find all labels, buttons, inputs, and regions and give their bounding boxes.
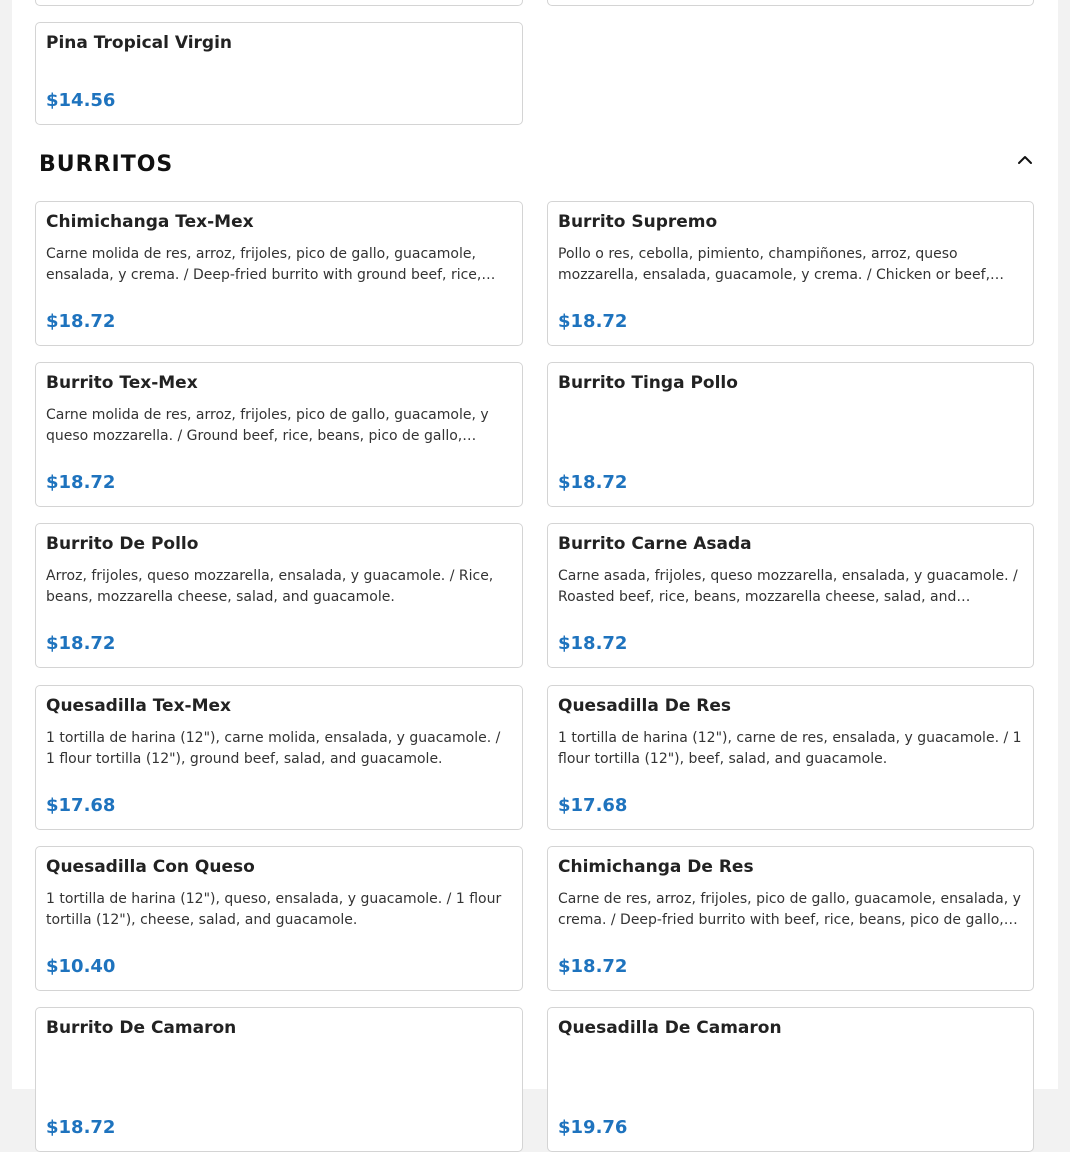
menu-item-card[interactable]: [35, 362, 523, 507]
item-name: Quesadilla De Camaron: [558, 1018, 782, 1038]
item-name: Burrito De Pollo: [46, 534, 199, 554]
item-name: Burrito Tex-Mex: [46, 373, 198, 393]
item-price: $18.72: [558, 472, 628, 493]
chevron-up-icon: [1013, 148, 1037, 170]
item-name: Quesadilla De Res: [558, 696, 732, 716]
menu-item-card[interactable]: [35, 846, 523, 991]
item-price: $14.56: [46, 90, 116, 111]
collapse-section-button[interactable]: [1013, 148, 1037, 170]
item-price: $18.72: [46, 311, 116, 332]
item-price: $10.40: [46, 956, 116, 977]
item-description: Carne molida de res, arroz, frijoles, pico de gallo, guacamole, y queso mozzarella. / Ground beef, rice, beans, pico de gallo,…: [46, 407, 489, 444]
item-price: $17.68: [46, 795, 116, 816]
section-title: BURRITOS: [39, 152, 174, 177]
item-description: 1 tortilla de harina (12"), queso, ensalada, y guacamole. / 1 flour tortilla (12"), cheese, salad, and guacamole.: [46, 891, 502, 928]
item-name: Burrito Carne Asada: [558, 534, 752, 554]
item-description: Arroz, frijoles, queso mozzarella, ensalada, y guacamole. / Rice, beans, mozzarella cheese, salad, and guacamole.: [46, 568, 494, 605]
item-description: Pollo o res, cebolla, pimiento, champiñones, arroz, queso mozzarella, ensalada, guacamole, y crema. / Chicken or beef,…: [558, 246, 1005, 283]
item-description: Carne molida de res, arroz, frijoles, pico de gallo, guacamole, ensalada, y crema. / Deep-fried burrito with ground beef, rice,…: [46, 246, 496, 283]
menu-item-card[interactable]: [547, 0, 1034, 6]
item-price: $18.72: [46, 472, 116, 493]
item-price: $17.68: [558, 795, 628, 816]
item-price: $18.72: [558, 633, 628, 654]
menu-item-card[interactable]: [35, 1007, 523, 1152]
item-description: Carne de res, arroz, frijoles, pico de gallo, guacamole, ensalada, y crema. / Deep-fried burrito with beef, rice, beans, pico de gallo,…: [558, 891, 1021, 928]
item-price: $18.72: [558, 311, 628, 332]
item-name: Chimichanga Tex-Mex: [46, 212, 254, 232]
menu-item-card[interactable]: [547, 685, 1034, 830]
menu-item-card[interactable]: [547, 362, 1034, 507]
item-description: 1 tortilla de harina (12"), carne de res, ensalada, y guacamole. / 1 flour tortilla (12"), beef, salad, and guacamole.: [558, 730, 1022, 767]
item-name: Burrito Supremo: [558, 212, 718, 232]
item-description: 1 tortilla de harina (12"), carne molida, ensalada, y guacamole. / 1 flour tortilla (12"), ground beef, salad, and guacamole.: [46, 730, 501, 767]
menu-item-card[interactable]: [35, 523, 523, 668]
item-name: Burrito Tinga Pollo: [558, 373, 738, 393]
menu-item-card[interactable]: [35, 22, 523, 125]
item-name: Pina Tropical Virgin: [46, 33, 233, 53]
menu-item-card[interactable]: [35, 201, 523, 346]
item-price: $19.76: [558, 1117, 628, 1138]
menu-item-card[interactable]: [35, 0, 523, 6]
item-name: Quesadilla Tex-Mex: [46, 696, 232, 716]
item-name: Chimichanga De Res: [558, 857, 754, 877]
item-description: Carne asada, frijoles, queso mozzarella, ensalada, y guacamole. / Roasted beef, rice, beans, mozzarella cheese, salad, and…: [558, 568, 1018, 605]
menu-item-card[interactable]: [547, 1007, 1034, 1152]
menu-item-card[interactable]: [547, 846, 1034, 991]
menu-item-card[interactable]: [547, 201, 1034, 346]
menu-item-card[interactable]: [547, 523, 1034, 668]
item-price: $18.72: [558, 956, 628, 977]
item-price: $18.72: [46, 1117, 116, 1138]
item-price: $18.72: [46, 633, 116, 654]
menu-item-card[interactable]: [35, 685, 523, 830]
item-name: Burrito De Camaron: [46, 1018, 237, 1038]
item-name: Quesadilla Con Queso: [46, 857, 255, 877]
